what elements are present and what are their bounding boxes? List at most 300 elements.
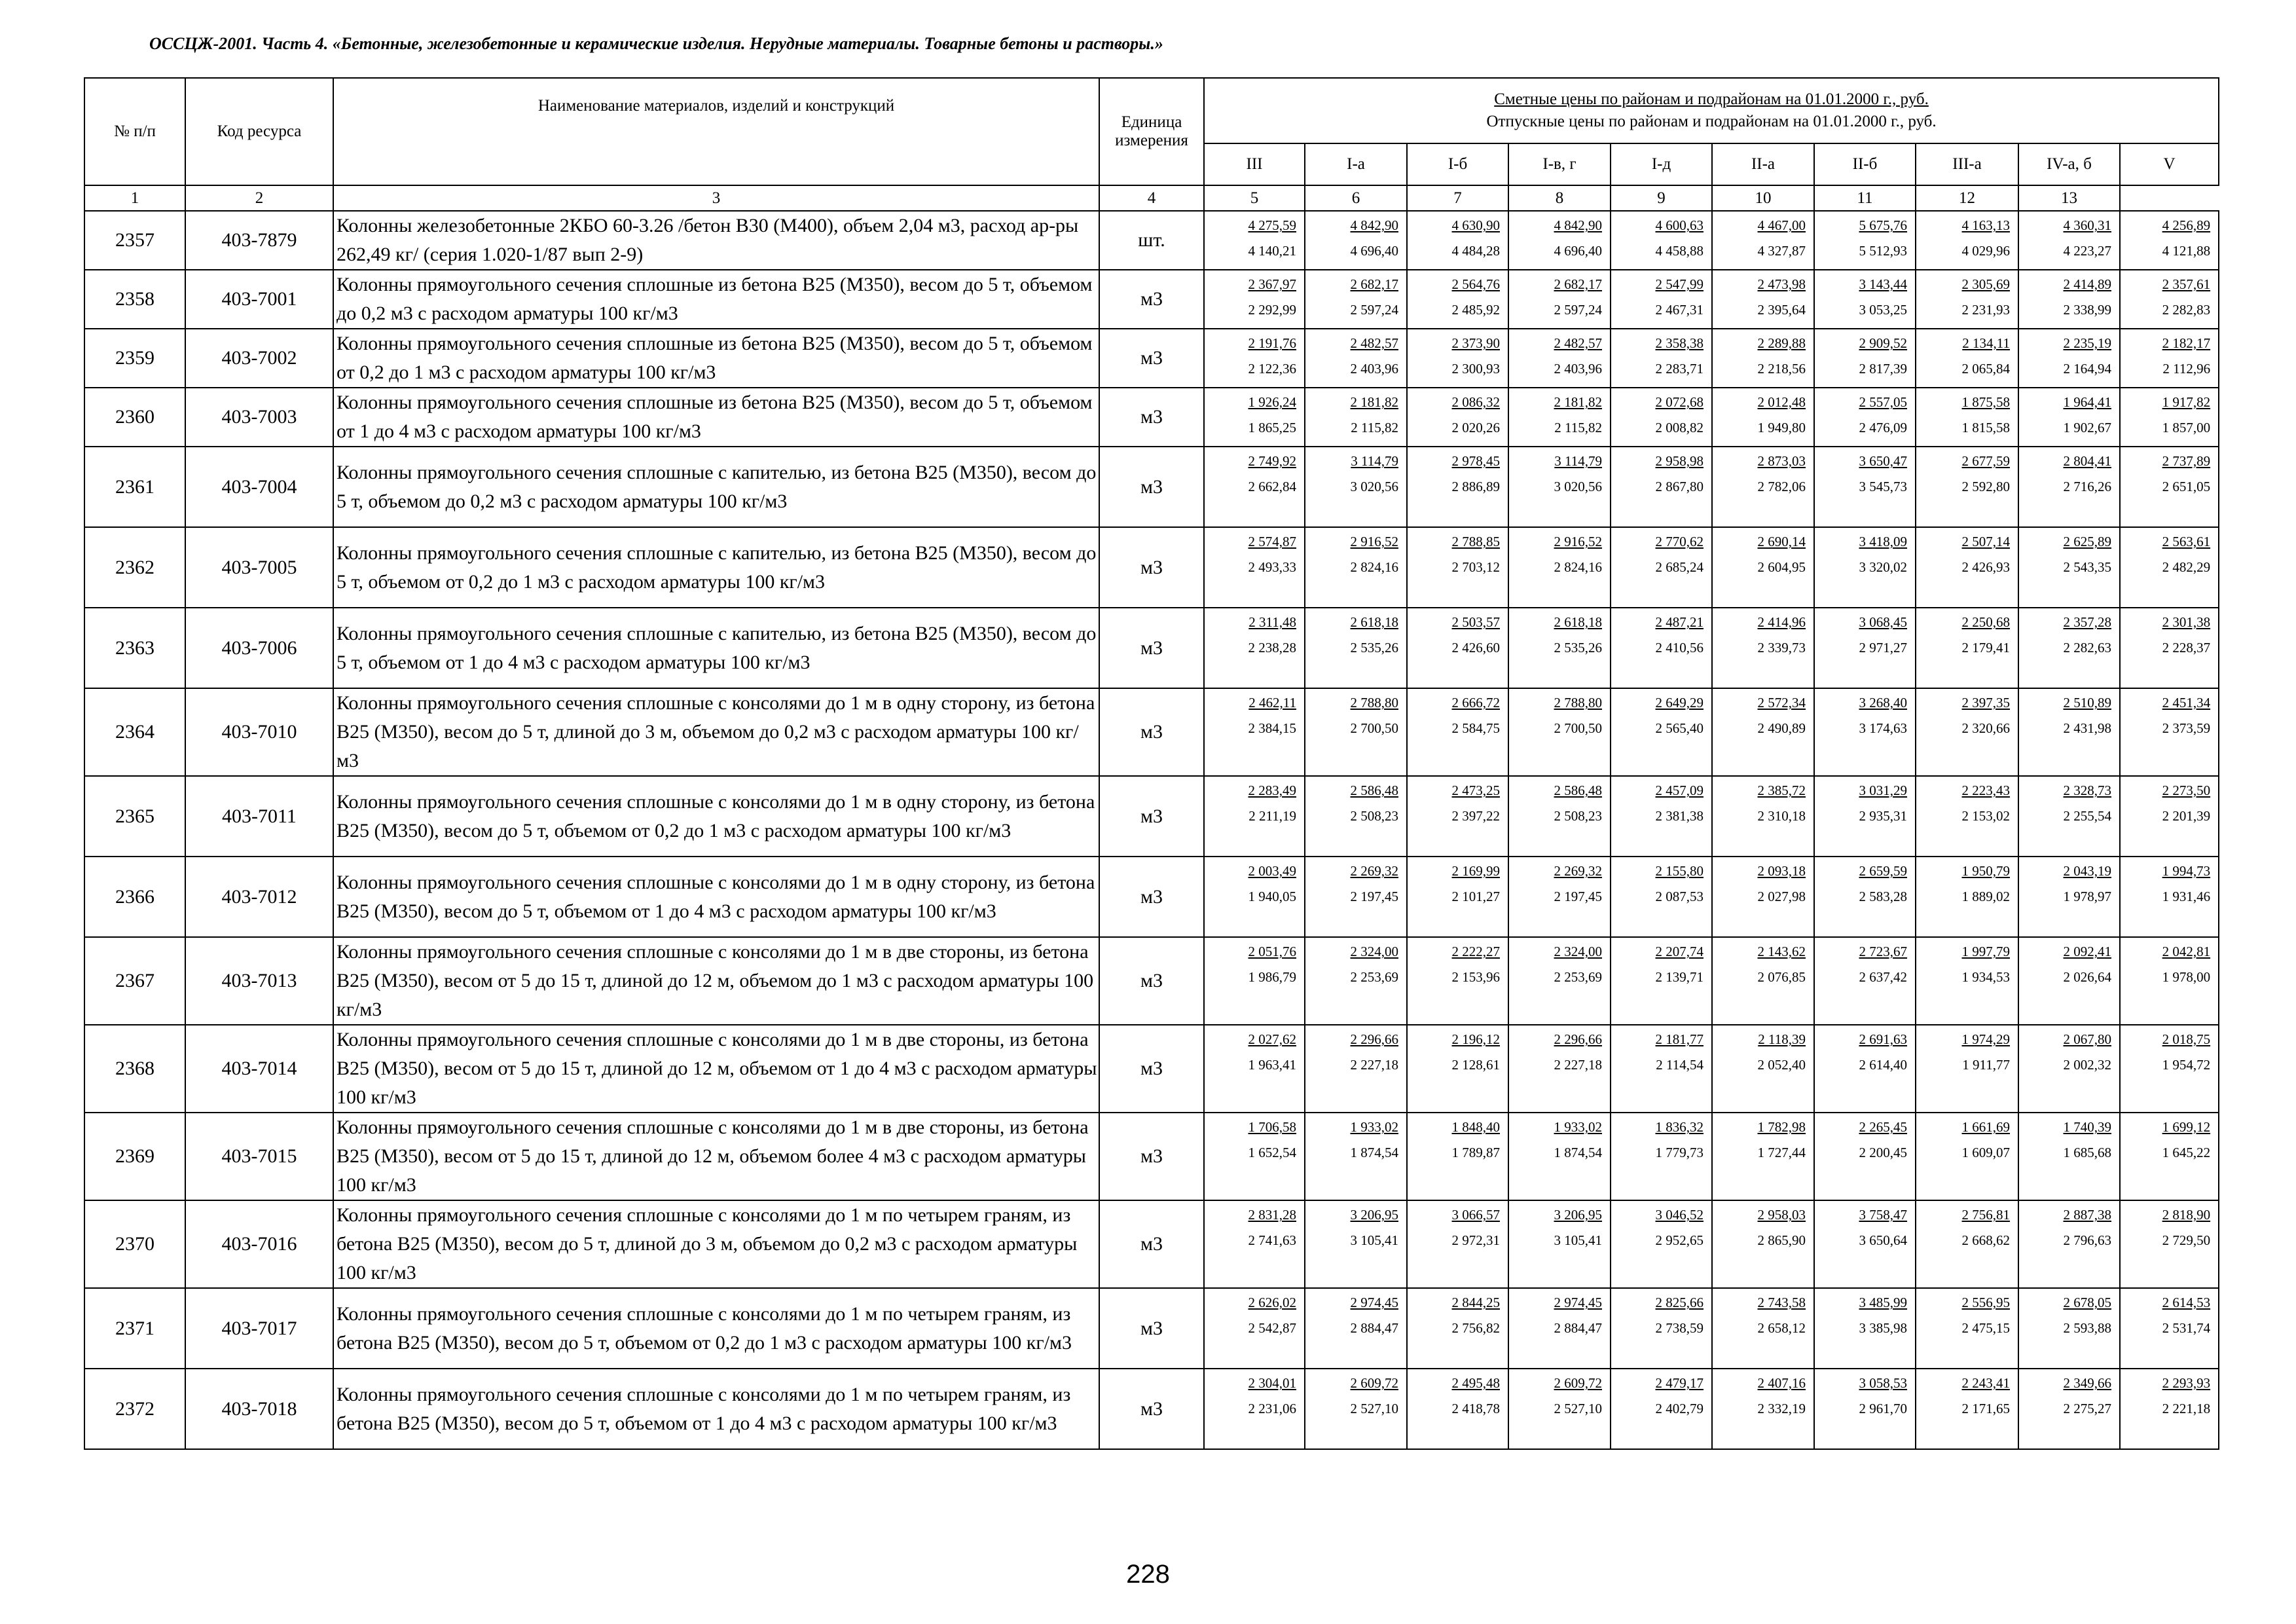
estimate-price: 2 682,17 xyxy=(1350,276,1398,292)
release-price: 2 122,36 xyxy=(1248,361,1296,377)
item-name: Колонны прямоугольного сечения сплошные с консолями до 1 м в две стороны, из бетона В25 (М350), весом от 5 до 15 т, длиной до 12 м, объемом от 1 до 4 м3 с расходом арматуры 100 кг/м3 xyxy=(333,1025,1099,1113)
row-number: 2370 xyxy=(84,1200,185,1288)
price-cell xyxy=(1712,776,1814,857)
price-cell xyxy=(1407,1369,1508,1449)
price-cell xyxy=(1508,270,1611,329)
estimate-price: 2 618,18 xyxy=(1554,614,1602,630)
estimate-price: 2 564,76 xyxy=(1451,276,1500,292)
price-table xyxy=(84,77,2219,1450)
price-cell xyxy=(2120,211,2219,270)
price-cell xyxy=(2018,270,2120,329)
estimate-price: 3 114,79 xyxy=(1351,453,1398,469)
row-number: 2360 xyxy=(84,388,185,447)
estimate-price: 2 305,69 xyxy=(1961,276,2010,292)
estimate-price: 2 788,80 xyxy=(1554,695,1602,710)
resource-code: 403-7016 xyxy=(185,1200,333,1288)
estimate-price: 3 485,99 xyxy=(1859,1295,1907,1310)
estimate-price: 3 114,79 xyxy=(1554,453,1602,469)
region-header: I-в, г xyxy=(1508,143,1611,185)
row-number: 2367 xyxy=(84,937,185,1025)
estimate-price: 4 360,31 xyxy=(2063,217,2111,233)
estimate-price: 1 933,02 xyxy=(1350,1119,1398,1135)
release-price: 2 253,69 xyxy=(1350,969,1398,985)
price-cell xyxy=(1712,1025,1814,1113)
release-price: 2 485,92 xyxy=(1451,302,1500,318)
item-name: Колонны прямоугольного сечения сплошные с капителью, из бетона В25 (М350), весом до 5 т, объемом от 1 до 4 м3 с расходом арматуры 100 кг/м3 xyxy=(333,608,1099,688)
price-cell xyxy=(1611,1113,1712,1200)
price-cell xyxy=(1508,857,1611,937)
estimate-price: 1 836,32 xyxy=(1655,1119,1704,1135)
resource-code: 403-7015 xyxy=(185,1113,333,1200)
price-cell xyxy=(1712,688,1814,776)
release-price: 2 255,54 xyxy=(2063,808,2111,824)
release-price: 2 584,75 xyxy=(1451,720,1500,736)
release-price: 4 458,88 xyxy=(1655,243,1704,259)
release-price: 1 949,80 xyxy=(1757,420,1806,435)
release-price: 1 652,54 xyxy=(1248,1145,1296,1160)
resource-code: 403-7001 xyxy=(185,270,333,329)
table-row xyxy=(84,688,2219,776)
release-price: 2 467,31 xyxy=(1655,302,1704,318)
release-price: 2 101,27 xyxy=(1451,889,1500,904)
release-price: 4 140,21 xyxy=(1248,243,1296,259)
price-cell xyxy=(1305,388,1407,447)
price-cell xyxy=(2018,329,2120,388)
unit-of-measure: м3 xyxy=(1099,527,1204,608)
price-cell xyxy=(1204,329,1305,388)
price-cell xyxy=(2120,1369,2219,1449)
price-cell xyxy=(1712,857,1814,937)
estimate-price: 2 134,11 xyxy=(1962,335,2010,351)
estimate-price: 2 873,03 xyxy=(1757,453,1806,469)
price-cell xyxy=(1611,527,1712,608)
unit-of-measure: м3 xyxy=(1099,270,1204,329)
release-price: 2 884,47 xyxy=(1554,1320,1602,1336)
estimate-price: 2 143,62 xyxy=(1757,944,1806,959)
release-price: 2 052,40 xyxy=(1757,1057,1806,1073)
price-cell xyxy=(2018,1369,2120,1449)
price-cell xyxy=(2018,211,2120,270)
estimate-price: 2 978,45 xyxy=(1451,453,1500,469)
region-header: II-а xyxy=(1712,143,1814,185)
estimate-price: 2 072,68 xyxy=(1655,394,1704,410)
price-cell xyxy=(1407,270,1508,329)
estimate-price: 2 018,75 xyxy=(2162,1031,2211,1047)
estimate-price: 2 067,80 xyxy=(2063,1031,2111,1047)
unit-of-measure: м3 xyxy=(1099,857,1204,937)
item-name: Колонны прямоугольного сечения сплошные с консолями до 1 м в две стороны, из бетона В25 (М350), весом от 5 до 15 т, длиной до 12 м, объемом до 1 м3 с расходом арматуры 100 кг/м3 xyxy=(333,937,1099,1025)
release-price: 2 971,27 xyxy=(1859,640,1907,655)
release-price: 2 527,10 xyxy=(1554,1401,1602,1416)
estimate-price: 3 206,95 xyxy=(1350,1207,1398,1223)
release-price: 2 972,31 xyxy=(1451,1232,1500,1248)
resource-code: 403-7002 xyxy=(185,329,333,388)
price-cell xyxy=(2018,937,2120,1025)
estimate-price: 2 265,45 xyxy=(1859,1119,1907,1135)
estimate-price: 2 618,18 xyxy=(1350,614,1398,630)
item-name: Колонны прямоугольного сечения сплошные из бетона В25 (М350), весом до 5 т, объемом от 1 до 4 м3 с расходом арматуры 100 кг/м3 xyxy=(333,388,1099,447)
region-header: III-а xyxy=(1916,143,2018,185)
price-cell xyxy=(2120,1025,2219,1113)
release-price: 3 545,73 xyxy=(1859,479,1907,494)
region-header: I-а xyxy=(1305,143,1407,185)
estimate-price: 2 118,39 xyxy=(1758,1031,1806,1047)
release-price: 2 475,15 xyxy=(1961,1320,2010,1336)
estimate-price: 2 586,48 xyxy=(1350,783,1398,798)
price-cell xyxy=(2018,527,2120,608)
estimate-price: 4 600,63 xyxy=(1655,217,1704,233)
price-cell xyxy=(1611,329,1712,388)
estimate-price: 2 574,87 xyxy=(1248,534,1296,549)
price-cell xyxy=(1712,211,1814,270)
price-cell xyxy=(1407,937,1508,1025)
release-price: 2 179,41 xyxy=(1961,640,2010,655)
price-cell xyxy=(1407,688,1508,776)
release-price: 2 426,60 xyxy=(1451,640,1500,655)
price-cell xyxy=(1611,1025,1712,1113)
item-name: Колонны прямоугольного сечения сплошные с консолями до 1 м в одну сторону, из бетона В25 (М350), весом до 5 т, объемом от 0,2 до 1 м3 с расходом арматуры 100 кг/м3 xyxy=(333,776,1099,857)
price-cell xyxy=(1916,329,2018,388)
price-cell xyxy=(1305,1113,1407,1200)
estimate-price: 2 507,14 xyxy=(1961,534,2010,549)
release-price: 2 662,84 xyxy=(1248,479,1296,494)
estimate-price: 2 547,99 xyxy=(1655,276,1704,292)
price-cell xyxy=(2018,1025,2120,1113)
estimate-price: 2 473,98 xyxy=(1757,276,1806,292)
table-row xyxy=(84,447,2219,527)
column-number: 10 xyxy=(1712,185,1814,211)
region-header: V xyxy=(2120,143,2219,185)
row-number: 2357 xyxy=(84,211,185,270)
estimate-price: 2 043,19 xyxy=(2063,863,2111,879)
release-price: 2 283,71 xyxy=(1655,361,1704,377)
release-price: 2 593,88 xyxy=(2063,1320,2111,1336)
release-price: 4 484,28 xyxy=(1451,243,1500,259)
price-cell xyxy=(1508,1288,1611,1369)
price-cell xyxy=(1814,937,1916,1025)
release-price: 2 381,38 xyxy=(1655,808,1704,824)
price-cell xyxy=(1916,388,2018,447)
price-cell xyxy=(2120,527,2219,608)
estimate-price: 1 875,58 xyxy=(1961,394,2010,410)
release-price: 2 228,37 xyxy=(2162,640,2211,655)
release-price: 2 275,27 xyxy=(2063,1401,2111,1416)
price-cell xyxy=(1916,857,2018,937)
price-cell xyxy=(1814,1113,1916,1200)
release-price: 2 065,84 xyxy=(1961,361,2010,377)
estimate-price: 2 916,52 xyxy=(1554,534,1602,549)
release-price: 2 218,56 xyxy=(1757,361,1806,377)
header-prices-release: Отпускные цены по районам и подрайонам на 01.01.2000 г., руб. xyxy=(1486,113,1937,130)
estimate-price: 2 974,45 xyxy=(1350,1295,1398,1310)
release-price: 4 327,87 xyxy=(1757,243,1806,259)
price-cell xyxy=(2018,1113,2120,1200)
table-row xyxy=(84,388,2219,447)
price-cell xyxy=(2120,329,2219,388)
estimate-price: 2 042,81 xyxy=(2162,944,2211,959)
release-price: 1 874,54 xyxy=(1350,1145,1398,1160)
price-cell xyxy=(2120,1113,2219,1200)
column-number: 11 xyxy=(1814,185,1916,211)
release-price: 2 020,26 xyxy=(1451,420,1500,435)
price-cell xyxy=(1407,1288,1508,1369)
estimate-price: 4 842,90 xyxy=(1350,217,1398,233)
price-cell xyxy=(1204,1113,1305,1200)
column-number: 12 xyxy=(1916,185,2018,211)
price-cell xyxy=(1305,688,1407,776)
price-cell xyxy=(1611,1288,1712,1369)
estimate-price: 2 844,25 xyxy=(1451,1295,1500,1310)
table-row xyxy=(84,608,2219,688)
row-number: 2369 xyxy=(84,1113,185,1200)
price-cell xyxy=(1407,1025,1508,1113)
estimate-price: 2 196,12 xyxy=(1451,1031,1500,1047)
price-cell xyxy=(1305,1369,1407,1449)
unit-of-measure: шт. xyxy=(1099,211,1204,270)
unit-of-measure: м3 xyxy=(1099,1200,1204,1288)
table-row xyxy=(84,1025,2219,1113)
estimate-price: 1 926,24 xyxy=(1248,394,1296,410)
release-price: 2 796,63 xyxy=(2063,1232,2111,1248)
price-cell xyxy=(1712,1369,1814,1449)
estimate-price: 2 690,14 xyxy=(1757,534,1806,549)
price-cell xyxy=(1916,1025,2018,1113)
estimate-price: 2 324,00 xyxy=(1554,944,1602,959)
price-cell xyxy=(1916,527,2018,608)
resource-code: 403-7011 xyxy=(185,776,333,857)
estimate-price: 2 557,05 xyxy=(1859,394,1907,410)
release-price: 1 911,77 xyxy=(1962,1057,2010,1073)
estimate-price: 3 418,09 xyxy=(1859,534,1907,549)
region-header: I-б xyxy=(1407,143,1508,185)
price-cell xyxy=(1916,1113,2018,1200)
price-cell xyxy=(1407,388,1508,447)
estimate-price: 2 027,62 xyxy=(1248,1031,1296,1047)
unit-of-measure: м3 xyxy=(1099,1025,1204,1113)
estimate-price: 2 659,59 xyxy=(1859,863,1907,879)
row-number: 2358 xyxy=(84,270,185,329)
table-body xyxy=(84,211,2219,1449)
release-price: 2 508,23 xyxy=(1554,808,1602,824)
estimate-price: 2 222,27 xyxy=(1451,944,1500,959)
estimate-price: 2 169,99 xyxy=(1451,863,1500,879)
release-price: 1 779,73 xyxy=(1655,1145,1704,1160)
price-cell xyxy=(1611,857,1712,937)
estimate-price: 2 414,96 xyxy=(1757,614,1806,630)
price-cell xyxy=(2120,388,2219,447)
estimate-price: 2 301,38 xyxy=(2162,614,2211,630)
unit-of-measure: м3 xyxy=(1099,937,1204,1025)
price-cell xyxy=(2120,857,2219,937)
price-cell xyxy=(1204,857,1305,937)
release-price: 1 889,02 xyxy=(1961,889,2010,904)
estimate-price: 2 311,48 xyxy=(1248,614,1296,630)
table-row xyxy=(84,937,2219,1025)
price-cell xyxy=(1814,211,1916,270)
price-cell xyxy=(1611,270,1712,329)
estimate-price: 2 831,28 xyxy=(1248,1207,1296,1223)
estimate-price: 2 328,73 xyxy=(2063,783,2111,798)
item-name: Колонны прямоугольного сечения сплошные из бетона В25 (М350), весом до 5 т, объемом от 0,2 до 1 м3 с расходом арматуры 100 кг/м3 xyxy=(333,329,1099,388)
price-cell xyxy=(1916,270,2018,329)
release-price: 2 027,98 xyxy=(1757,889,1806,904)
item-name: Колонны прямоугольного сечения сплошные с консолями до 1 м по четырем граням, из бетона В25 (М350), весом до 5 т, объемом от 1 до 4 м3 с расходом арматуры 100 кг/м3 xyxy=(333,1369,1099,1449)
header-unit-line2: измерения xyxy=(1115,132,1188,149)
estimate-price: 2 051,76 xyxy=(1248,944,1296,959)
estimate-price: 2 283,49 xyxy=(1248,783,1296,798)
price-cell xyxy=(1611,776,1712,857)
release-price: 2 153,96 xyxy=(1451,969,1500,985)
header-code: Код ресурса xyxy=(185,78,333,185)
release-price: 2 403,96 xyxy=(1554,361,1602,377)
release-price: 2 700,50 xyxy=(1350,720,1398,736)
release-price: 4 696,40 xyxy=(1350,243,1398,259)
item-name: Колонны прямоугольного сечения сплошные с консолями до 1 м в одну сторону, из бетона В25 (М350), весом до 5 т, длиной до 3 м, объемом до 0,2 м3 с расходом арматуры 100 кг/м3 xyxy=(333,688,1099,776)
unit-of-measure: м3 xyxy=(1099,688,1204,776)
price-cell xyxy=(1916,776,2018,857)
release-price: 2 115,82 xyxy=(1554,420,1602,435)
release-price: 1 934,53 xyxy=(1961,969,2010,985)
release-price: 2 395,64 xyxy=(1757,302,1806,318)
price-cell xyxy=(1712,608,1814,688)
price-cell xyxy=(2120,608,2219,688)
price-cell xyxy=(1305,608,1407,688)
estimate-price: 2 191,76 xyxy=(1248,335,1296,351)
release-price: 3 105,41 xyxy=(1554,1232,1602,1248)
release-price: 2 729,50 xyxy=(2162,1232,2211,1248)
column-number: 2 xyxy=(185,185,333,211)
release-price: 2 658,12 xyxy=(1757,1320,1806,1336)
release-price: 2 238,28 xyxy=(1248,640,1296,655)
estimate-price: 2 207,74 xyxy=(1655,944,1704,959)
estimate-price: 2 677,59 xyxy=(1961,453,2010,469)
row-number: 2366 xyxy=(84,857,185,937)
release-price: 2 535,26 xyxy=(1554,640,1602,655)
row-number: 2362 xyxy=(84,527,185,608)
price-cell xyxy=(1305,776,1407,857)
price-cell xyxy=(1407,527,1508,608)
release-price: 2 008,82 xyxy=(1655,420,1704,435)
release-price: 2 867,80 xyxy=(1655,479,1704,494)
estimate-price: 2 743,58 xyxy=(1757,1295,1806,1310)
price-cell xyxy=(1508,527,1611,608)
price-cell xyxy=(1916,937,2018,1025)
release-price: 2 824,16 xyxy=(1554,559,1602,575)
estimate-price: 2 614,53 xyxy=(2162,1295,2211,1310)
release-price: 2 211,19 xyxy=(1248,808,1296,824)
estimate-price: 2 181,77 xyxy=(1655,1031,1704,1047)
estimate-price: 1 994,73 xyxy=(2162,863,2211,879)
release-price: 1 685,68 xyxy=(2063,1145,2111,1160)
estimate-price: 2 296,66 xyxy=(1350,1031,1398,1047)
release-price: 1 954,72 xyxy=(2162,1057,2211,1073)
region-header: II-б xyxy=(1814,143,1916,185)
release-price: 4 223,27 xyxy=(2063,243,2111,259)
release-price: 4 121,88 xyxy=(2162,243,2211,259)
release-price: 3 320,02 xyxy=(1859,559,1907,575)
release-price: 2 153,02 xyxy=(1961,808,2010,824)
release-price: 2 426,93 xyxy=(1961,559,2010,575)
estimate-price: 1 917,82 xyxy=(2162,394,2211,410)
page-number: 228 xyxy=(1126,1560,1170,1589)
unit-of-measure: м3 xyxy=(1099,447,1204,527)
release-price: 2 403,96 xyxy=(1350,361,1398,377)
price-cell xyxy=(1712,1288,1814,1369)
estimate-price: 2 958,03 xyxy=(1757,1207,1806,1223)
release-price: 2 201,39 xyxy=(2162,808,2211,824)
release-price: 3 053,25 xyxy=(1859,302,1907,318)
region-header: III xyxy=(1204,143,1305,185)
release-price: 2 493,33 xyxy=(1248,559,1296,575)
price-cell xyxy=(1407,1113,1508,1200)
release-price: 2 197,45 xyxy=(1554,889,1602,904)
price-cell xyxy=(1712,527,1814,608)
price-cell xyxy=(1305,1288,1407,1369)
release-price: 3 385,98 xyxy=(1859,1320,1907,1336)
release-price: 2 253,69 xyxy=(1554,969,1602,985)
price-cell xyxy=(1814,270,1916,329)
header-unit-line1: Единица xyxy=(1121,113,1182,131)
estimate-price: 2 887,38 xyxy=(2063,1207,2111,1223)
release-price: 1 940,05 xyxy=(1248,889,1296,904)
column-number: 4 xyxy=(1099,185,1204,211)
price-cell xyxy=(1712,329,1814,388)
release-price: 2 952,65 xyxy=(1655,1232,1704,1248)
release-price: 2 738,59 xyxy=(1655,1320,1704,1336)
resource-code: 403-7018 xyxy=(185,1369,333,1449)
estimate-price: 2 462,11 xyxy=(1248,695,1296,710)
release-price: 2 637,42 xyxy=(1859,969,1907,985)
estimate-price: 2 269,32 xyxy=(1554,863,1602,879)
price-cell xyxy=(1204,1288,1305,1369)
price-cell xyxy=(1611,937,1712,1025)
estimate-price: 1 782,98 xyxy=(1757,1119,1806,1135)
column-number: 6 xyxy=(1305,185,1407,211)
release-price: 1 978,97 xyxy=(2063,889,2111,904)
item-name: Колонны прямоугольного сечения сплошные с консолями до 1 м по четырем граням, из бетона В25 (М350), весом до 5 т, длиной до 3 м, объемом до 0,2 м3 с расходом арматуры 100 кг/м3 xyxy=(333,1200,1099,1288)
estimate-price: 2 223,43 xyxy=(1961,783,2010,798)
price-cell xyxy=(1508,688,1611,776)
unit-of-measure: м3 xyxy=(1099,1113,1204,1200)
estimate-price: 2 385,72 xyxy=(1757,783,1806,798)
price-cell xyxy=(2120,270,2219,329)
row-number: 2363 xyxy=(84,608,185,688)
release-price: 2 197,45 xyxy=(1350,889,1398,904)
price-cell xyxy=(2018,776,2120,857)
release-price: 2 490,89 xyxy=(1757,720,1806,736)
estimate-price: 2 678,05 xyxy=(2063,1295,2111,1310)
release-price: 1 874,54 xyxy=(1554,1145,1602,1160)
table-row xyxy=(84,857,2219,937)
release-price: 2 418,78 xyxy=(1451,1401,1500,1416)
release-price: 2 824,16 xyxy=(1350,559,1398,575)
estimate-price: 3 031,29 xyxy=(1859,783,1907,798)
estimate-price: 3 046,52 xyxy=(1655,1207,1704,1223)
estimate-price: 2 086,32 xyxy=(1451,394,1500,410)
price-cell xyxy=(1916,608,2018,688)
price-cell xyxy=(1814,688,1916,776)
price-cell xyxy=(2018,1288,2120,1369)
item-name: Колонны прямоугольного сечения сплошные из бетона В25 (М350), весом до 5 т, объемом до 0,2 м3 с расходом арматуры 100 кг/м3 xyxy=(333,270,1099,329)
price-cell xyxy=(1916,1288,2018,1369)
estimate-price: 2 909,52 xyxy=(1859,335,1907,351)
estimate-price: 2 304,01 xyxy=(1248,1375,1296,1391)
price-cell xyxy=(1508,608,1611,688)
column-number-row xyxy=(84,185,2219,211)
price-cell xyxy=(2120,1200,2219,1288)
release-price: 2 700,50 xyxy=(1554,720,1602,736)
item-name: Колонны железобетонные 2КБО 60-3.26 /бетон В30 (М400), объем 2,04 м3, расход ар-ры 262,49 кг/ (серия 1.020-1/87 вып 2-9) xyxy=(333,211,1099,270)
